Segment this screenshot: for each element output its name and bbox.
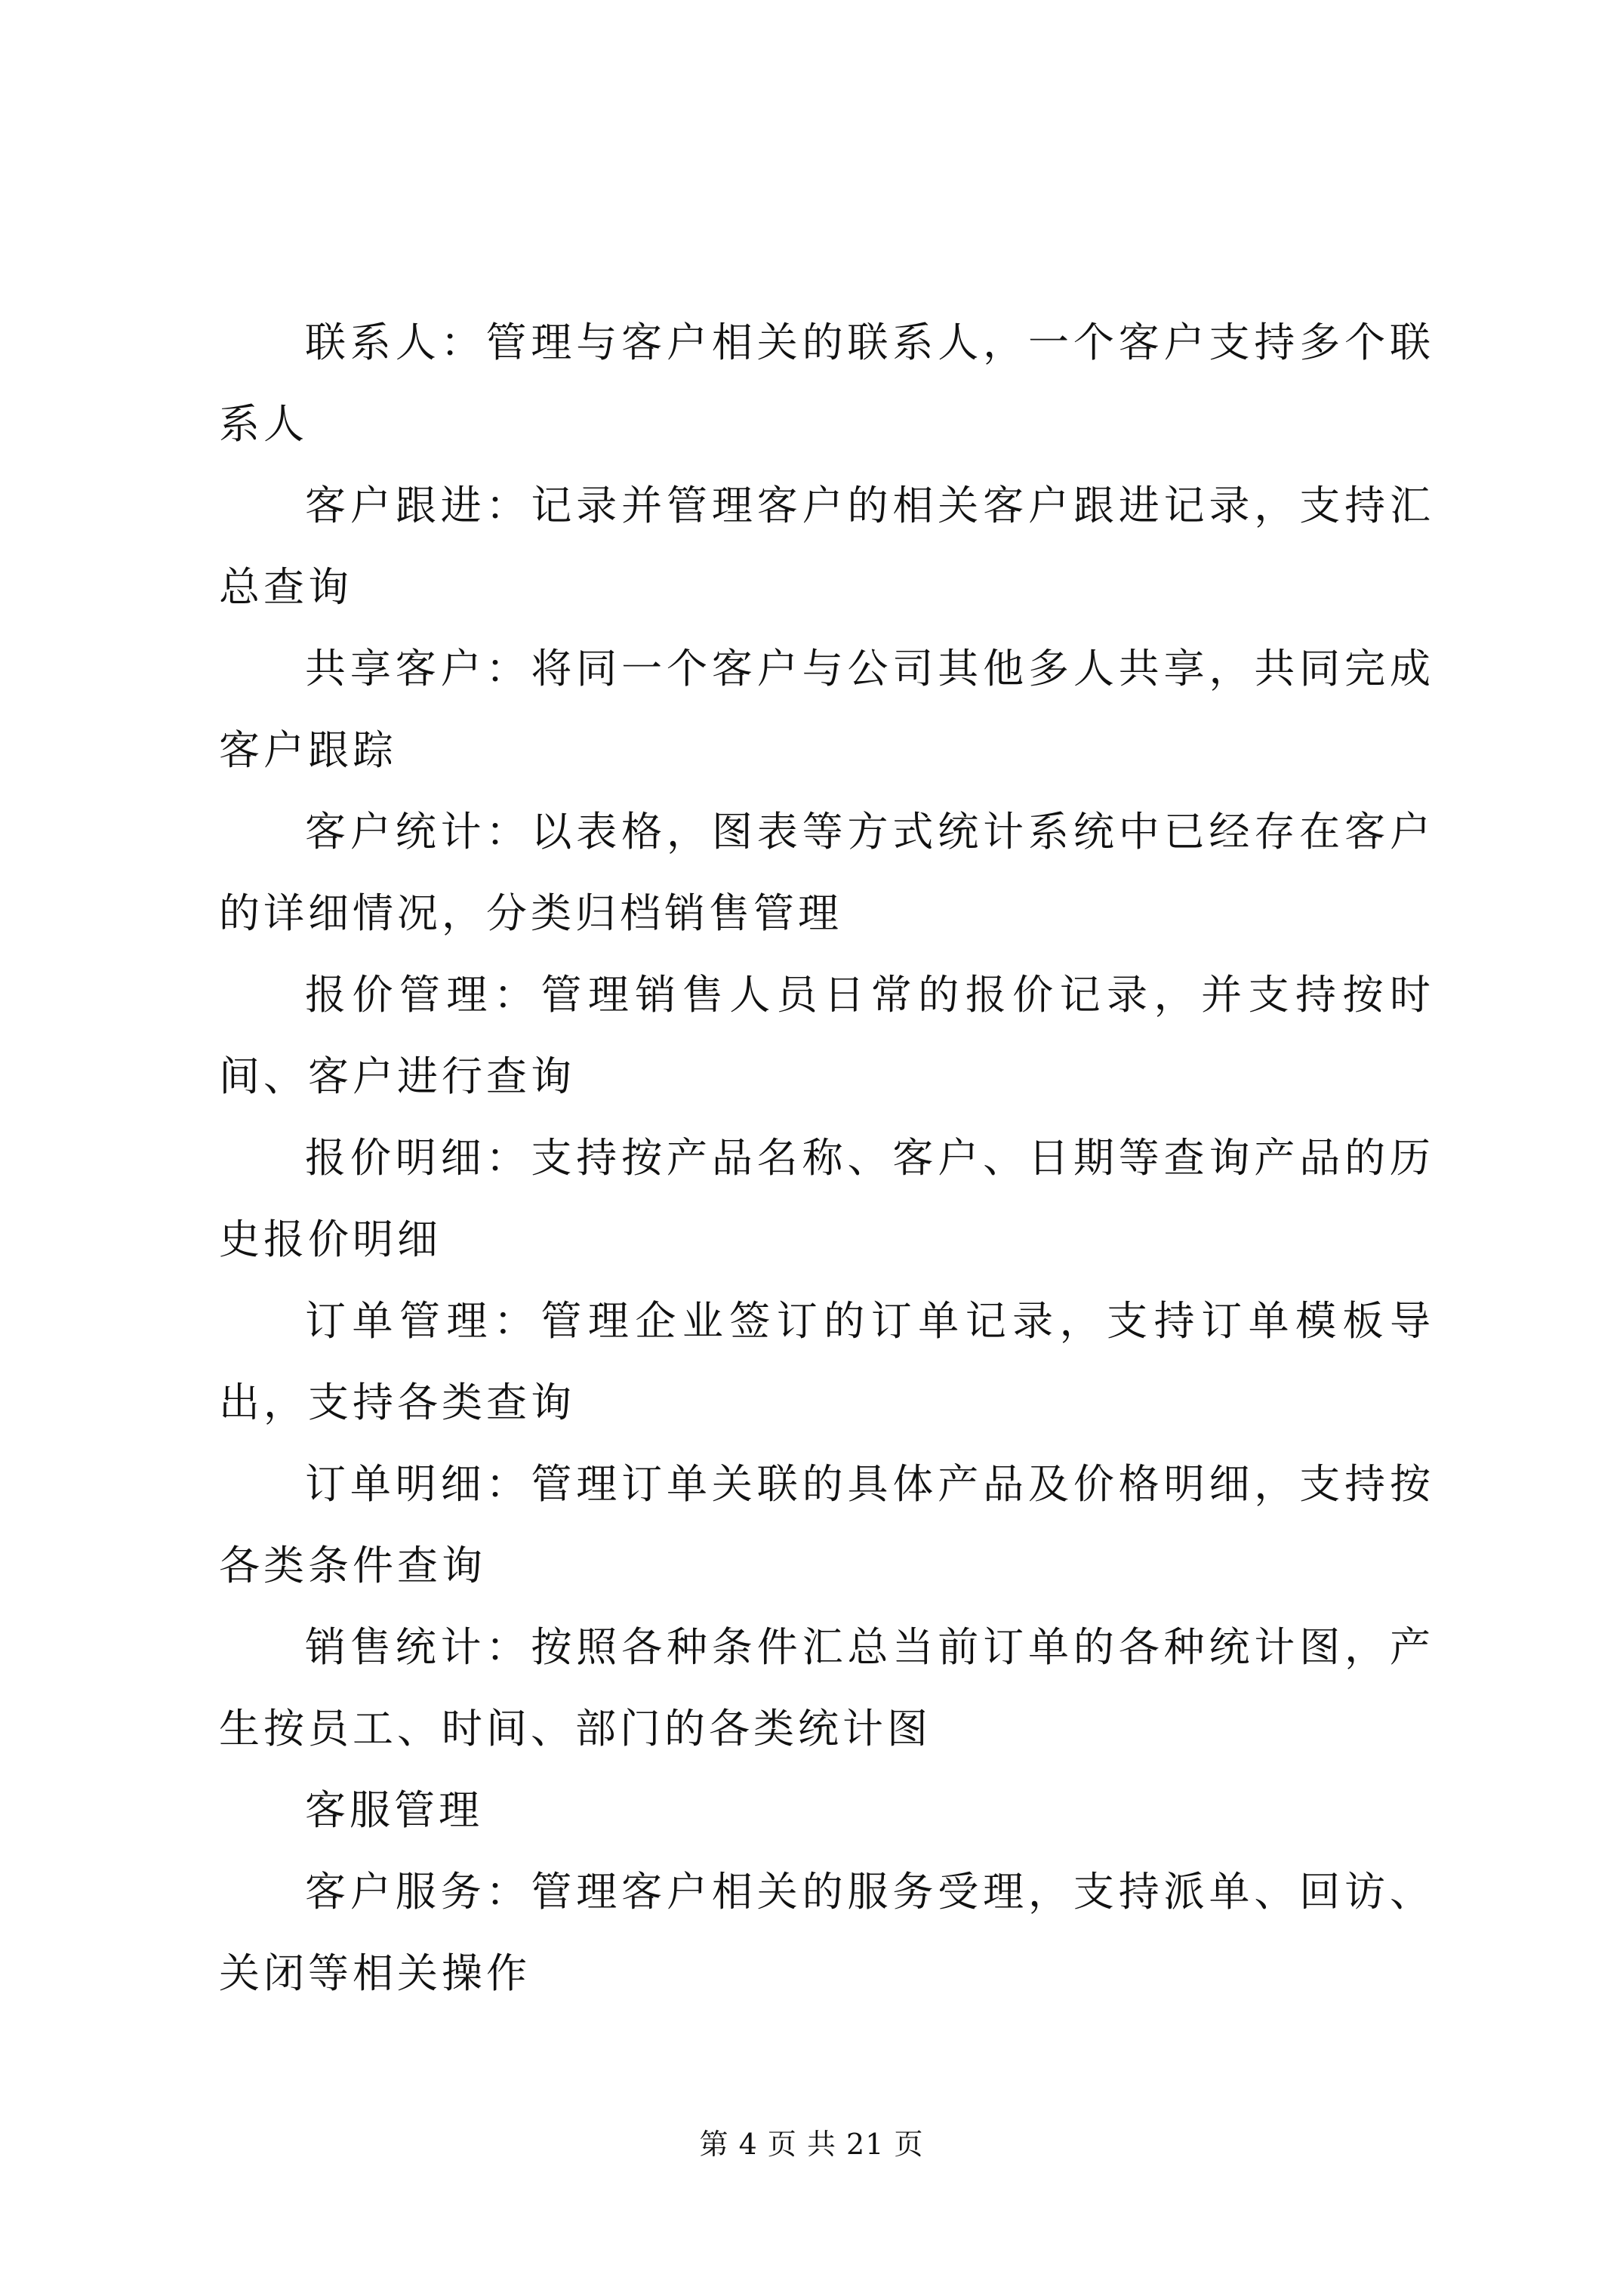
paragraph-quote-management: 报价管理：管理销售人员日常的报价记录，并支持按时间、客户进行查询 — [219, 971, 1434, 1100]
paragraph-quote-details: 报价明细：支持按产品名称、客户、日期等查询产品的历史报价明细 — [219, 1134, 1434, 1263]
paragraph-customer-follow-up: 客户跟进：记录并管理客户的相关客户跟进记录，支持汇总查询 — [219, 482, 1434, 611]
paragraph-order-details: 订单明细：管理订单关联的具体产品及价格明细，支持按各类条件查询 — [219, 1460, 1434, 1589]
page-footer: 第 4 页 共 21 页 — [699, 2128, 924, 2161]
paragraph-sales-statistics: 销售统计：按照各种条件汇总当前订单的各种统计图，产生按员工、时间、部门的各类统计图 — [219, 1623, 1434, 1752]
paragraph-customer-statistics: 客户统计：以表格，图表等方式统计系统中已经存在客户的详细情况，分类归档销售管理 — [219, 808, 1434, 937]
paragraph-contacts: 联系人：管理与客户相关的联系人，一个客户支持多个联系人 — [219, 319, 1434, 448]
document-body — [219, 302, 1434, 2014]
section-heading-customer-service: 客服管理 — [305, 1786, 483, 1834]
paragraph-order-management: 订单管理：管理企业签订的订单记录，支持订单模板导出，支持各类查询 — [219, 1297, 1434, 1426]
paragraph-customer-service: 客户服务：管理客户相关的服务受理，支持派单、回访、关闭等相关操作 — [219, 1868, 1434, 1997]
paragraph-shared-customers: 共享客户：将同一个客户与公司其他多人共享，共同完成客户跟踪 — [219, 645, 1434, 774]
